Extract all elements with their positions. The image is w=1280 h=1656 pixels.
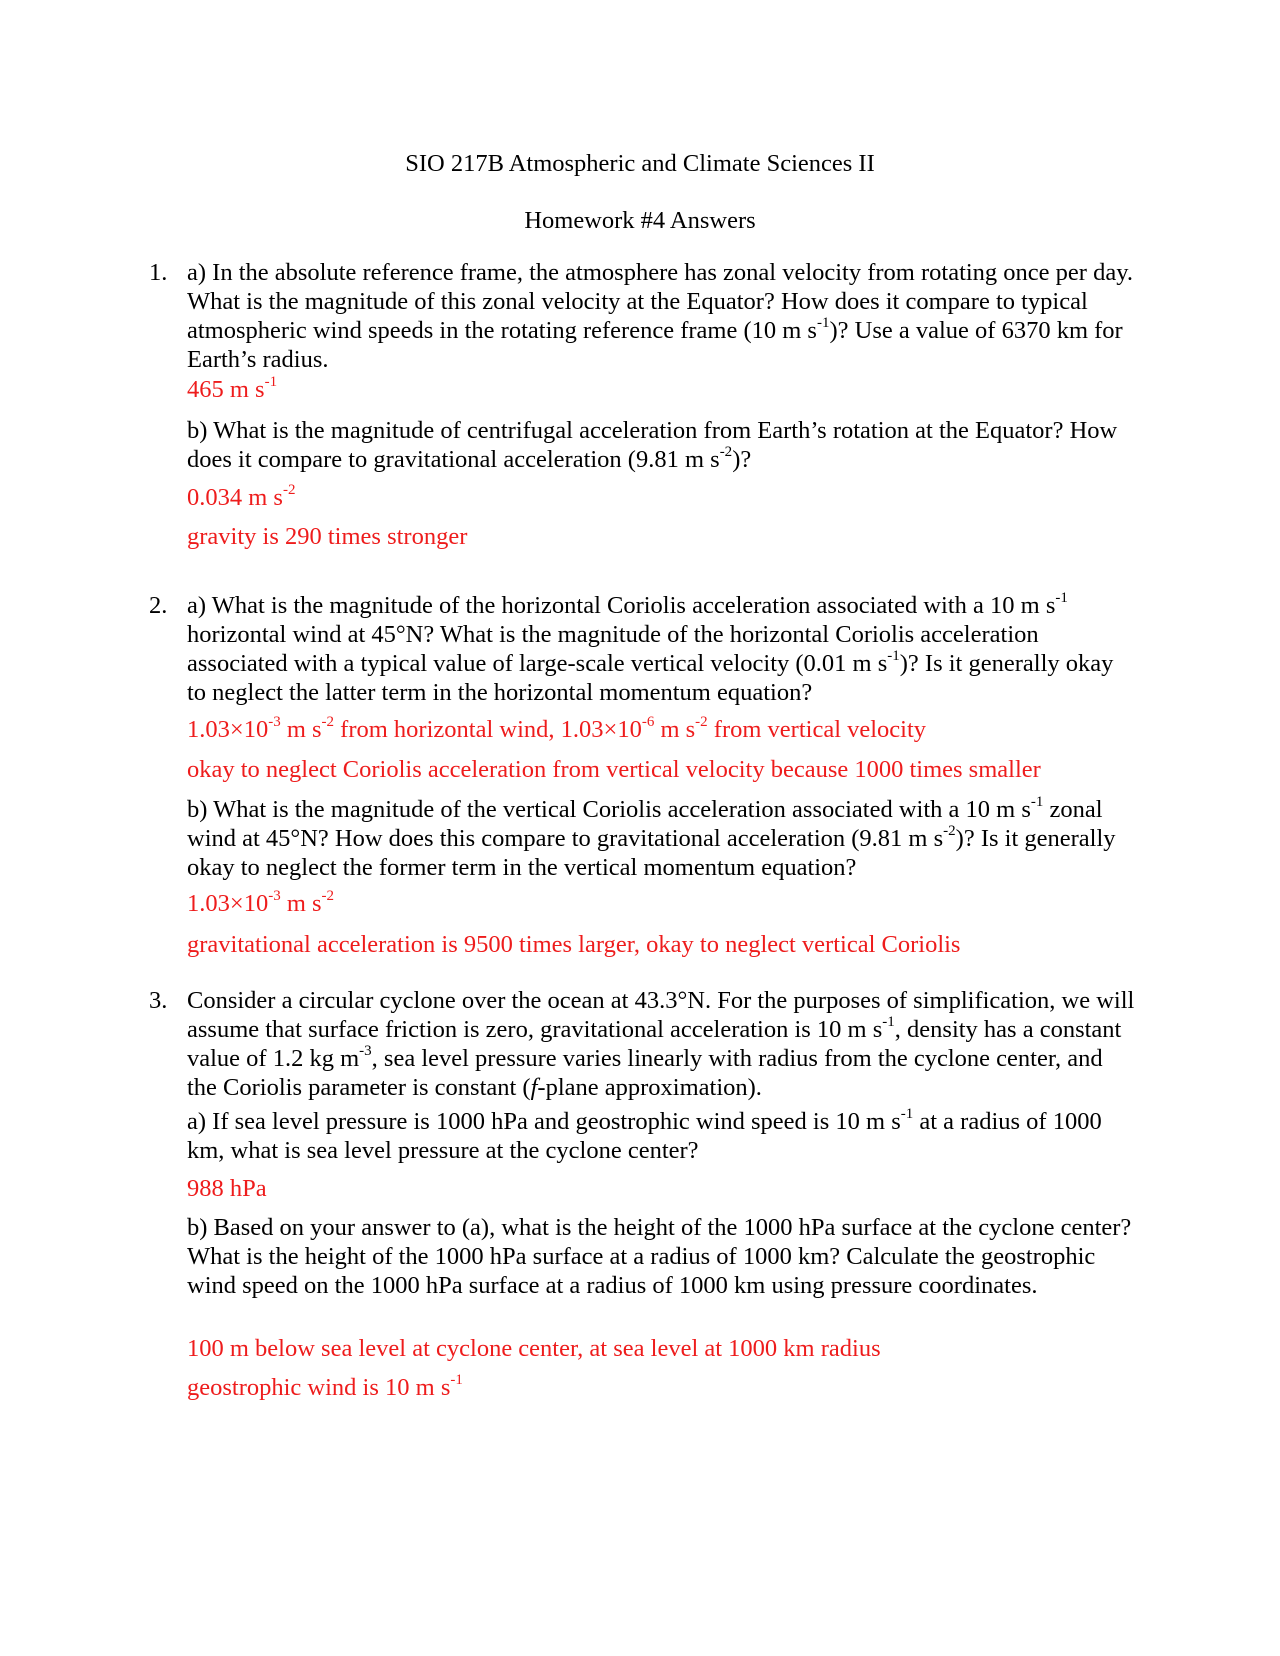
question-1-number: 1. [149, 259, 168, 286]
question-1b-comparison: gravity is 290 times stronger [187, 523, 468, 550]
question-2b-conclusion: gravitational acceleration is 9500 times larger, okay to neglect vertical Coriolis [187, 931, 961, 958]
question-3-intro: Consider a circular cyclone over the ocean at 43.3°N. For the purposes of simplification, we will assume that surface friction is zero, gravitational acceleration is 10 m $s^{-1}$, density has a constant value of 1.2 kg $m^{-3}$, sea level pressure varies linearly with radius from the cyclone center, and the Coriolis parameter is constant (f-plane approximation). [187, 987, 1135, 1101]
question-3b-answer: 100 m below sea level at cyclone center, at sea level at 1000 km radius [187, 1335, 881, 1362]
question-2b-text: b) What is the magnitude of the vertical Coriolis acceleration associated with a 10 m $s^{-1}$ zonal wind at 45°N? How does this compare to gravitational acceleration (9.81 m $s^{-2}$)? Is it generally okay to neglect the former term in the vertical momentum equation? [187, 794, 1116, 881]
question-2b-answer: $1.03\times 10^{-3}$ m $s^{-2}$ [187, 888, 335, 917]
question-1b-text: b) What is the magnitude of centrifugal acceleration from Earth’s rotation at the Equator? How does it compare to gravitational acceleration (9.81 m $s^{-2}$)? [187, 417, 1118, 473]
question-1a-text: a) In the absolute reference frame, the atmosphere has zonal velocity from rotating once per day. What is the magnitude of this zonal velocity at the Equator? How does it compare to typical atmospheric wind speeds in the rotating reference frame (10 m $s^{-1}$)? Use a value of 6370 km for Earth’s radius. [187, 259, 1134, 373]
question-3b-geostrophic-answer: geostrophic wind is 10 m $s^{-1}$ [187, 1372, 463, 1401]
question-3-number: 3. [149, 987, 168, 1014]
document-subtitle: Homework #4 Answers [524, 207, 756, 234]
question-2a-answer: $1.03\times 10^{-3}$ m $s^{-2}$ from horizontal wind, $1.03\times 10^{-6}$ m $s^{-2}$ from vertical velocity [187, 714, 927, 743]
question-2a-text: a) What is the magnitude of the horizontal Coriolis acceleration associated with a 10 m $s^{-1}$ horizontal wind at 45°N? What is the magnitude of the horizontal Coriolis acceleration associated with a typical value of large-scale vertical velocity (0.01 m $s^{-1}$)? Is it generally okay to neglect the latter term in the horizontal momentum equation? [187, 590, 1114, 706]
question-2-number: 2. [149, 592, 168, 619]
document-title: SIO 217B Atmospheric and Climate Sciences II [405, 150, 875, 177]
question-3a-text: a) If sea level pressure is 1000 hPa and geostrophic wind speed is 10 m $s^{-1}$ at a radius of 1000 km, what is sea level pressure at the cyclone center? [187, 1106, 1102, 1164]
question-1a-answer: 465 m $s^{-1}$ [187, 374, 278, 403]
question-3a-answer: 988 hPa [187, 1175, 267, 1202]
question-3b-text: b) Based on your answer to (a), what is the height of the 1000 hPa surface at the cyclone center? What is the height of the 1000 hPa surface at a radius of 1000 km? Calculate the geostrophic wind speed on the 1000 hPa surface at a radius of 1000 km using pressure coordinates. [187, 1214, 1132, 1299]
question-1b-answer: 0.034 m $s^{-2}$ [187, 482, 296, 511]
question-2a-conclusion: okay to neglect Coriolis acceleration from vertical velocity because 1000 times smaller [187, 756, 1041, 783]
